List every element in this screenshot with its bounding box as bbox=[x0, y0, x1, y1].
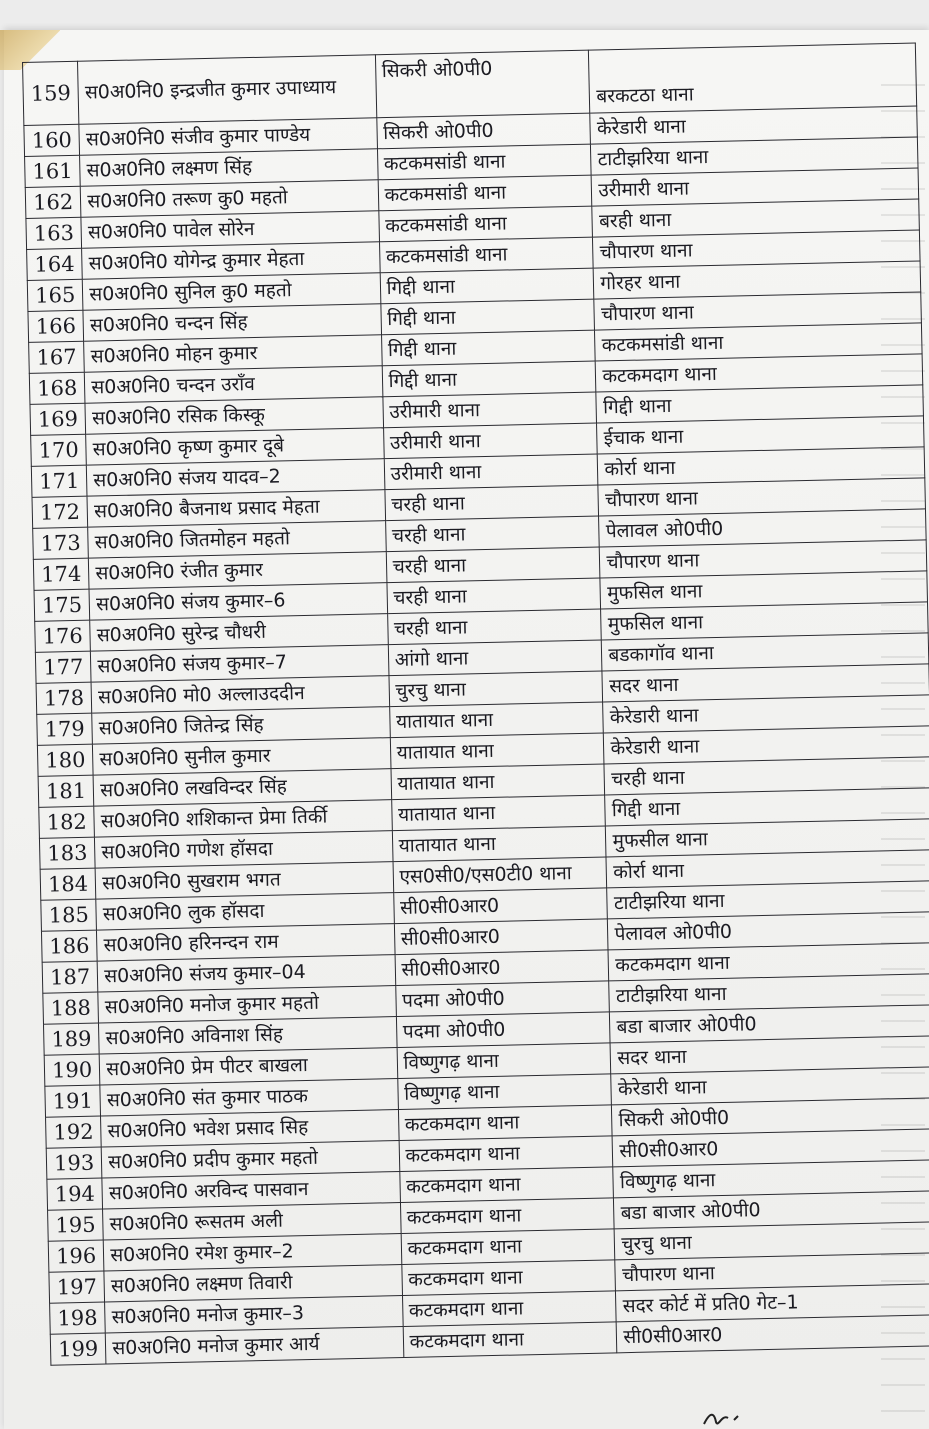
transferred-to-cell: सदर थाना bbox=[602, 664, 929, 702]
serial-number-cell: 185 bbox=[41, 899, 97, 931]
officer-name-cell: स0अ0नि0 संजय कुमार–04 bbox=[97, 955, 395, 992]
current-posting-cell: विष्णुगढ़ थाना bbox=[397, 1074, 611, 1110]
serial-number-cell: 184 bbox=[40, 868, 96, 900]
officer-name-cell: स0अ0नि0 रंजीत कुमार bbox=[89, 552, 387, 589]
serial-number-cell: 193 bbox=[46, 1147, 102, 1179]
current-posting-cell: यातायात थाना bbox=[391, 795, 605, 831]
current-posting-cell: यातायात थाना bbox=[389, 702, 603, 738]
officer-name-cell: स0अ0नि0 योगेन्द्र कुमार मेहता bbox=[82, 242, 380, 279]
serial-number-cell: 177 bbox=[35, 651, 91, 683]
current-posting-cell: यातायात थाना bbox=[392, 826, 606, 862]
serial-number-cell: 198 bbox=[50, 1302, 106, 1334]
current-posting-cell: कटकमदाग थाना bbox=[401, 1229, 615, 1265]
officer-name-cell: स0अ0नि0 संजय कुमार–7 bbox=[91, 645, 389, 682]
officer-name-cell: स0अ0नि0 मोहन कुमार bbox=[84, 335, 382, 372]
current-posting-cell: सिकरी ओ0पी0 bbox=[375, 50, 590, 118]
current-posting-cell: उरीमारी थाना bbox=[382, 392, 596, 428]
transferred-to-cell: टाटीझरिया थाना bbox=[607, 881, 929, 919]
officer-name-cell: स0अ0नि0 प्रदीप कुमार महतो bbox=[101, 1141, 399, 1178]
officer-name-cell: स0अ0नि0 मनोज कुमार–3 bbox=[105, 1296, 403, 1333]
serial-number-cell: 182 bbox=[39, 806, 95, 838]
current-posting-cell: कटकमदाग थाना bbox=[399, 1136, 613, 1172]
current-posting-cell: विष्णुगढ़ थाना bbox=[397, 1043, 611, 1079]
transferred-to-cell: मुफसिल थाना bbox=[601, 602, 928, 640]
serial-number-cell: 199 bbox=[50, 1333, 106, 1365]
transferred-to-cell: गिद्दी थाना bbox=[596, 385, 923, 423]
officer-name-cell: स0अ0नि0 रसिक किस्कू bbox=[85, 397, 383, 434]
transferred-to-cell: चौपारण थाना bbox=[615, 1253, 929, 1291]
current-posting-cell: चरही थाना bbox=[385, 485, 599, 521]
current-posting-cell: उरीमारी थाना bbox=[383, 423, 597, 459]
serial-number-cell: 180 bbox=[37, 744, 93, 776]
transferred-to-cell: मुफसिल थाना bbox=[600, 571, 927, 609]
serial-number-cell: 167 bbox=[29, 341, 85, 373]
current-posting-cell: कटकमदाग थाना bbox=[398, 1105, 612, 1141]
current-posting-cell: गिद्दी थाना bbox=[380, 268, 594, 304]
transferred-to-cell: कोर्रा थाना bbox=[598, 447, 925, 485]
serial-number-cell: 171 bbox=[31, 465, 87, 497]
transferred-to-cell: चरही थाना bbox=[604, 757, 929, 795]
transferred-to-cell: सदर कोर्ट में प्रति0 गेट–1 bbox=[616, 1284, 929, 1322]
serial-number-cell: 169 bbox=[30, 403, 86, 435]
current-posting-cell: चरही थाना bbox=[387, 609, 601, 645]
officer-name-cell: स0अ0नि0 संत कुमार पाठक bbox=[100, 1079, 398, 1116]
transferred-to-cell: चौपारण थाना bbox=[600, 540, 927, 578]
serial-number-cell: 165 bbox=[27, 279, 83, 311]
transferred-to-cell: केरेडारी थाना bbox=[604, 726, 929, 764]
officer-name-cell: स0अ0नि0 इन्द्रजीत कुमार उपाध्याय bbox=[78, 55, 377, 124]
serial-number-cell: 176 bbox=[35, 620, 91, 652]
serial-number-cell: 159 bbox=[23, 61, 80, 125]
officer-name-cell: स0अ0नि0 कृष्ण कुमार दूबे bbox=[86, 428, 384, 465]
serial-number-cell: 191 bbox=[45, 1085, 101, 1117]
current-posting-cell: यातायात थाना bbox=[390, 733, 604, 769]
officer-name-cell: स0अ0नि0 सुखराम भगत bbox=[95, 862, 393, 899]
transferred-to-cell: बडा बाजार ओ0पी0 bbox=[614, 1191, 929, 1229]
current-posting-cell: उरीमारी थाना bbox=[384, 454, 598, 490]
transferred-to-cell: बडकागॉव थाना bbox=[602, 633, 929, 671]
officer-name-cell: स0अ0नि0 चन्दन उराँव bbox=[85, 366, 383, 403]
serial-number-cell: 195 bbox=[48, 1209, 104, 1241]
current-posting-cell: पदमा ओ0पी0 bbox=[395, 981, 609, 1017]
transferred-to-cell: सी0सी0आर0 bbox=[617, 1315, 929, 1353]
officer-name-cell: स0अ0नि0 लक्ष्मण सिंह bbox=[80, 149, 378, 186]
officer-name-cell: स0अ0नि0 संजीव कुमार पाण्डेय bbox=[79, 118, 377, 155]
serial-number-cell: 175 bbox=[34, 589, 90, 621]
transferred-to-cell: सदर थाना bbox=[610, 1036, 929, 1074]
serial-number-cell: 188 bbox=[43, 992, 99, 1024]
serial-number-cell: 162 bbox=[25, 186, 81, 218]
serial-number-cell: 190 bbox=[44, 1054, 100, 1086]
transferred-to-cell: केरेडारी थाना bbox=[611, 1067, 929, 1105]
officer-name-cell: स0अ0नि0 सुनिल कु0 महतो bbox=[83, 273, 381, 310]
officer-name-cell: स0अ0नि0 मो0 अल्लाउददीन bbox=[91, 676, 389, 713]
current-posting-cell: कटकमदाग थाना bbox=[403, 1322, 617, 1358]
current-posting-cell: गिद्दी थाना bbox=[380, 299, 594, 335]
serial-number-cell: 183 bbox=[39, 837, 95, 869]
officer-name-cell: स0अ0नि0 लखविन्दर सिंह bbox=[93, 769, 391, 806]
officer-name-cell: स0अ0नि0 प्रेम पीटर बाखला bbox=[99, 1048, 397, 1085]
transfer-table bbox=[22, 42, 929, 1365]
transferred-to-cell: चौपारण थाना bbox=[598, 478, 925, 516]
current-posting-cell: कटकमदाग थाना bbox=[402, 1291, 616, 1327]
current-posting-cell: कटकमसांडी थाना bbox=[377, 144, 591, 180]
current-posting-cell: सिकरी ओ0पी0 bbox=[376, 113, 590, 149]
current-posting-cell: कटकमसांडी थाना bbox=[378, 175, 592, 211]
officer-name-cell: स0अ0नि0 जितमोहन महतो bbox=[88, 521, 386, 558]
current-posting-cell: सी0सी0आर0 bbox=[393, 888, 607, 924]
current-posting-cell: सी0सी0आर0 bbox=[394, 919, 608, 955]
officer-name-cell: स0अ0नि0 रूसतम अली bbox=[103, 1203, 401, 1240]
transferred-to-cell: सिकरी ओ0पी0 bbox=[612, 1098, 929, 1136]
transferred-to-cell: चुरचु थाना bbox=[615, 1222, 929, 1260]
transferred-to-cell: चौपारण थाना bbox=[594, 292, 921, 330]
current-posting-cell: चरही थाना bbox=[385, 516, 599, 552]
transfer-list-page bbox=[22, 42, 929, 1365]
transferred-to-cell: गिद्दी थाना bbox=[605, 788, 929, 826]
current-posting-cell: चरही थाना bbox=[386, 547, 600, 583]
serial-number-cell: 186 bbox=[41, 930, 97, 962]
serial-number-cell: 181 bbox=[38, 775, 94, 807]
serial-number-cell: 160 bbox=[24, 124, 80, 156]
transferred-to-cell: बरकटठा थाना bbox=[589, 43, 917, 113]
transferred-to-cell: कोर्रा थाना bbox=[606, 850, 929, 888]
serial-number-cell: 173 bbox=[33, 527, 89, 559]
transferred-to-cell: पेलावल ओ0पी0 bbox=[599, 509, 926, 547]
transferred-to-cell: बरही थाना bbox=[592, 199, 919, 237]
current-posting-cell: गिद्दी थाना bbox=[382, 361, 596, 397]
officer-name-cell: स0अ0नि0 मनोज कुमार महतो bbox=[98, 986, 396, 1023]
current-posting-cell: कटकमदाग थाना bbox=[400, 1198, 614, 1234]
transferred-to-cell: सी0सी0आर0 bbox=[613, 1129, 929, 1167]
current-posting-cell: सी0सी0आर0 bbox=[395, 950, 609, 986]
serial-number-cell: 187 bbox=[42, 961, 98, 993]
serial-number-cell: 178 bbox=[36, 682, 92, 714]
current-posting-cell: यातायात थाना bbox=[391, 764, 605, 800]
officer-name-cell: स0अ0नि0 जितेन्द्र सिंह bbox=[92, 707, 390, 744]
serial-number-cell: 197 bbox=[49, 1271, 105, 1303]
officer-name-cell: स0अ0नि0 हरिनन्दन राम bbox=[97, 924, 395, 961]
transferred-to-cell: उरीमारी थाना bbox=[592, 168, 919, 206]
transfer-table-body bbox=[23, 43, 929, 1365]
serial-number-cell: 161 bbox=[25, 155, 81, 187]
officer-name-cell: स0अ0नि0 चन्दन सिंह bbox=[83, 304, 381, 341]
officer-name-cell: स0अ0नि0 रमेश कुमार–2 bbox=[103, 1234, 401, 1271]
serial-number-cell: 164 bbox=[27, 248, 83, 280]
officer-name-cell: स0अ0नि0 संजय कुमार–6 bbox=[89, 583, 387, 620]
officer-name-cell: स0अ0नि0 सुरेन्द्र चौधरी bbox=[90, 614, 388, 651]
officer-name-cell: स0अ0नि0 पावेल सोरेन bbox=[81, 211, 379, 248]
current-posting-cell: पदमा ओ0पी0 bbox=[396, 1012, 610, 1048]
transferred-to-cell: केरेडारी थाना bbox=[603, 695, 929, 733]
serial-number-cell: 168 bbox=[29, 372, 85, 404]
serial-number-cell: 196 bbox=[48, 1240, 104, 1272]
officer-name-cell: स0अ0नि0 अविनाश सिंह bbox=[99, 1017, 397, 1054]
transferred-to-cell: गोरहर थाना bbox=[594, 261, 921, 299]
transferred-to-cell: केरेडारी थाना bbox=[590, 106, 917, 144]
officer-name-cell: स0अ0नि0 शशिकान्त प्रेमा तिर्की bbox=[94, 800, 392, 837]
serial-number-cell: 166 bbox=[28, 310, 84, 342]
current-posting-cell: कटकमसांडी थाना bbox=[379, 237, 593, 273]
current-posting-cell: एस0सी0/एस0टी0 थाना bbox=[393, 857, 607, 893]
serial-number-cell: 194 bbox=[47, 1178, 103, 1210]
serial-number-cell: 189 bbox=[43, 1023, 99, 1055]
transferred-to-cell: बडा बाजार ओ0पी0 bbox=[610, 1005, 929, 1043]
officer-name-cell: स0अ0नि0 भवेश प्रसाद सिह bbox=[101, 1110, 399, 1147]
transferred-to-cell: ईचाक थाना bbox=[597, 416, 924, 454]
serial-number-cell: 163 bbox=[26, 217, 82, 249]
current-posting-cell: कटकमसांडी थाना bbox=[378, 206, 592, 242]
transferred-to-cell: चौपारण थाना bbox=[593, 230, 920, 268]
current-posting-cell: आंगो थाना bbox=[388, 640, 602, 676]
transferred-to-cell: टाटीझरिया थाना bbox=[591, 137, 918, 175]
officer-name-cell: स0अ0नि0 बैजनाथ प्रसाद मेहता bbox=[87, 490, 385, 527]
officer-name-cell: स0अ0नि0 मनोज कुमार आर्य bbox=[106, 1326, 404, 1363]
transferred-to-cell: कटकमदाग थाना bbox=[608, 943, 929, 981]
officer-name-cell: स0अ0नि0 सुनील कुमार bbox=[93, 738, 391, 775]
serial-number-cell: 192 bbox=[46, 1116, 102, 1148]
current-posting-cell: कटकमदाग थाना bbox=[401, 1260, 615, 1296]
current-posting-cell: कटकमदाग थाना bbox=[399, 1167, 613, 1203]
officer-name-cell: स0अ0नि0 लक्ष्मण तिवारी bbox=[104, 1265, 402, 1302]
current-posting-cell: गिद्दी थाना bbox=[381, 330, 595, 366]
transferred-to-cell: कटकमदाग थाना bbox=[596, 354, 923, 392]
serial-number-cell: 174 bbox=[33, 558, 89, 590]
transferred-to-cell: पेलावल ओ0पी0 bbox=[608, 912, 929, 950]
transferred-to-cell: टाटीझरिया थाना bbox=[609, 974, 929, 1012]
current-posting-cell: चरही थाना bbox=[387, 578, 601, 614]
officer-name-cell: स0अ0नि0 अरविन्द पासवान bbox=[102, 1172, 400, 1209]
serial-number-cell: 170 bbox=[31, 434, 87, 466]
serial-number-cell: 179 bbox=[37, 713, 93, 745]
transferred-to-cell: मुफसील थाना bbox=[606, 819, 929, 857]
officer-name-cell: स0अ0नि0 संजय यादव–2 bbox=[87, 459, 385, 496]
signature-mark bbox=[700, 1408, 760, 1428]
serial-number-cell: 172 bbox=[32, 496, 88, 528]
transferred-to-cell: कटकमसांडी थाना bbox=[595, 323, 922, 361]
transferred-to-cell: विष्णुगढ़ थाना bbox=[613, 1160, 929, 1198]
officer-name-cell: स0अ0नि0 गणेश हॉसदा bbox=[95, 831, 393, 868]
officer-name-cell: स0अ0नि0 तरूण कु0 महतो bbox=[81, 180, 379, 217]
current-posting-cell: चुरचु थाना bbox=[389, 671, 603, 707]
officer-name-cell: स0अ0नि0 लुक हॉसदा bbox=[96, 893, 394, 930]
